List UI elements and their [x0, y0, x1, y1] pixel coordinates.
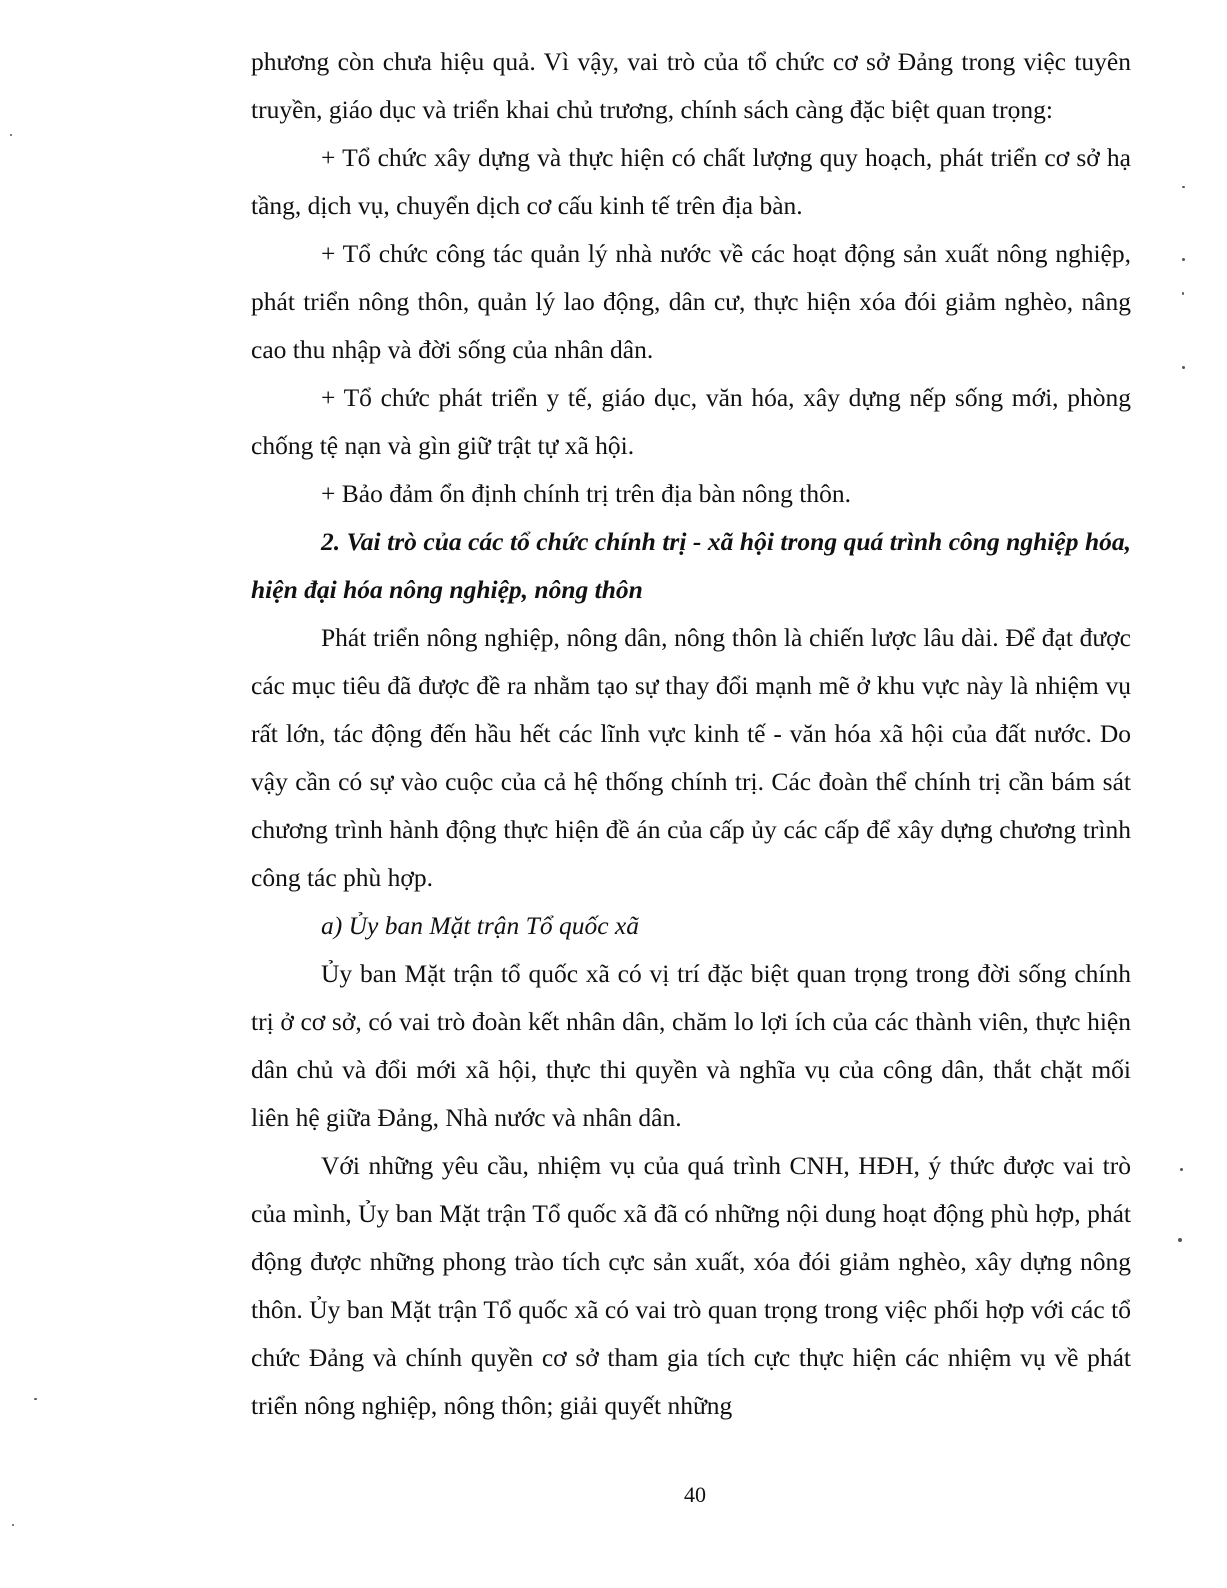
paragraph-fatherland-front-activities: Với những yêu cầu, nhiệm vụ của quá trình CNH, HĐH, ý thức được vai trò của mình, Ủy ban Mặt trận Tổ quốc xã đã có những nội dung hoạt động phù hợp, phát động được những phong trào tích cực sản xuất, xóa đói giảm nghèo, xây dựng nông thôn. Ủy ban Mặt trận Tổ quốc xã có vai trò quan trọng trong việc phối hợp với các tổ chức Đảng và chính quyền cơ sở tham gia tích cực thực hiện các nhiệm vụ về phát triển nông nghiệp, nông thôn; giải quyết những	[251, 1151, 1131, 1420]
scan-speck	[1182, 366, 1185, 369]
scan-speck	[1182, 186, 1185, 188]
paragraph-bullet-state-management: + Tổ chức công tác quản lý nhà nước về các hoạt động sản xuất nông nghiệp, phát triển nông thôn, quản lý lao động, dân cư, thực hiện xóa đói giảm nghèo, nâng cao thu nhập và đời sống của nhân dân.	[251, 239, 1131, 364]
page-number: 40	[684, 1482, 706, 1507]
paragraph-fatherland-front-role: Ủy ban Mặt trận tổ quốc xã có vị trí đặc biệt quan trọng trong đời sống chính trị ở cơ sở, có vai trò đoàn kết nhân dân, chăm lo lợi ích của các thành viên, thực hiện dân chủ và đổi mới xã hội, thực thi quyền và nghĩa vụ của công dân, thắt chặt mối liên hệ giữa Đảng, Nhà nước và nhân dân.	[251, 959, 1131, 1132]
section-heading: 2. Vai trò của các tổ chức chính trị - xã hội trong quá trình công nghiệp hóa, hiện đại hóa nông nghiệp, nông thôn	[251, 527, 1131, 604]
paragraph-bullet-social-development: + Tổ chức phát triển y tế, giáo dục, văn hóa, xây dựng nếp sống mới, phòng chống tệ nạn và gìn giữ trật tự xã hội.	[251, 383, 1131, 460]
document-body	[251, 38, 1131, 1430]
paragraph-bullet-infrastructure: + Tổ chức xây dựng và thực hiện có chất lượng quy hoạch, phát triển cơ sở hạ tầng, dịch vụ, chuyển dịch cơ cấu kinh tế trên địa bàn.	[251, 143, 1131, 220]
scan-speck	[1182, 258, 1185, 261]
paragraph-continuation: phương còn chưa hiệu quả. Vì vậy, vai trò của tổ chức cơ sở Đảng trong việc tuyên truyền, giáo dục và triển khai chủ trương, chính sách càng đặc biệt quan trọng:	[251, 47, 1131, 124]
scan-speck	[10, 134, 12, 136]
scan-speck	[1178, 1238, 1182, 1242]
paragraph-bullet-political-stability: + Bảo đảm ổn định chính trị trên địa bàn nông thôn.	[321, 479, 851, 508]
paragraph-strategy: Phát triển nông nghiệp, nông dân, nông thôn là chiến lược lâu dài. Để đạt được các mục tiêu đã được đề ra nhằm tạo sự thay đổi mạnh mẽ ở khu vực này là nhiệm vụ rất lớn, tác động đến hầu hết các lĩnh vực kinh tế - văn hóa xã hội của đất nước. Do vậy cần có sự vào cuộc của cả hệ thống chính trị. Các đoàn thể chính trị cần bám sát chương trình hành động thực hiện đề án của cấp ủy các cấp để xây dựng chương trình công tác phù hợp.	[251, 623, 1131, 892]
scan-speck	[1180, 1168, 1183, 1171]
scan-speck	[34, 1398, 37, 1400]
subsection-heading: a) Ủy ban Mặt trận Tổ quốc xã	[321, 911, 640, 940]
scan-speck	[1182, 292, 1184, 295]
scan-speck	[12, 1524, 14, 1526]
